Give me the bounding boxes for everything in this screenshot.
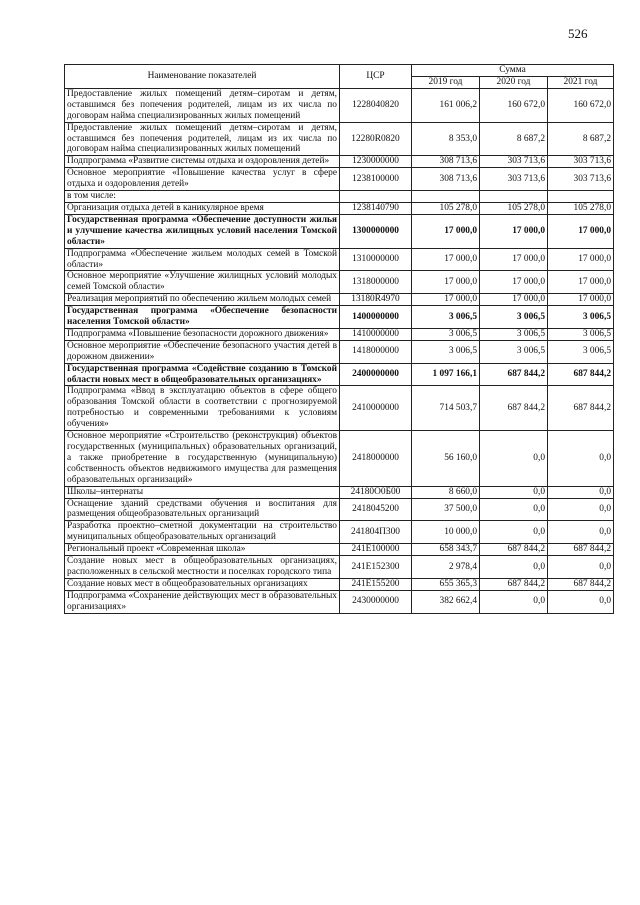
row-value-2021: 17 000,0 [548,271,614,294]
row-value-2019: 8 660,0 [412,486,480,498]
row-csr: 1410000000 [340,328,412,340]
budget-table [64,64,614,614]
row-value-2021 [548,191,614,203]
table-row [65,88,614,122]
row-value-2020: 17 000,0 [480,214,548,248]
row-value-2019: 1 097 166,1 [412,363,480,386]
row-value-2021: 105 278,0 [548,202,614,214]
row-value-2021: 0,0 [548,431,614,487]
header-sum: Сумма [412,65,614,77]
table-row [65,191,614,203]
row-value-2020: 687 844,2 [480,363,548,386]
row-csr: 2418000000 [340,431,412,487]
table-row [65,590,614,613]
row-name: Государственная программа «Обеспечение безопасности населения Томской области» [65,306,340,329]
table-row [65,521,614,544]
row-name: в том числе: [65,191,340,203]
row-name: Школы–интернаты [65,486,340,498]
row-value-2019: 17 000,0 [412,271,480,294]
row-csr: 1228040820 [340,88,412,122]
table-row [65,294,614,306]
row-value-2021: 303 713,6 [548,156,614,168]
row-value-2020: 17 000,0 [480,294,548,306]
row-value-2019: 2 978,4 [412,556,480,579]
row-value-2021: 3 006,5 [548,306,614,329]
row-value-2020: 3 006,5 [480,306,548,329]
row-value-2021: 17 000,0 [548,248,614,271]
row-value-2019: 3 006,5 [412,340,480,363]
row-name: Подпрограмма «Сохранение действующих мест в образовательных организациях» [65,590,340,613]
row-value-2020 [480,191,548,203]
row-name: Подпрограмма «Ввод в эксплуатацию объектов в сфере общего образования Томской области в соответствии с прогнозируемой потребностью и современными требованиями к условиям обучения» [65,386,340,431]
row-value-2020: 3 006,5 [480,328,548,340]
row-csr: 241E155200 [340,578,412,590]
table-row [65,386,614,431]
row-value-2019: 308 713,6 [412,156,480,168]
table-row [65,248,614,271]
row-value-2020: 687 844,2 [480,544,548,556]
row-value-2021: 8 687,2 [548,122,614,156]
row-name: Основное мероприятие «Строительство (реконструкция) объектов государственных (муниципальных) образовательных организаций, а также приобретение в государственную (муниципальную) собственность объектов недвижимого имущества для размещения образовательных организаций» [65,431,340,487]
table-row [65,578,614,590]
row-value-2021: 687 844,2 [548,578,614,590]
row-name: Организация отдыха детей в каникулярное время [65,202,340,214]
row-csr: 1230000000 [340,156,412,168]
row-value-2019: 3 006,5 [412,306,480,329]
row-value-2019: 17 000,0 [412,294,480,306]
row-name: Создание новых мест в общеобразовательных организациях, расположенных в сельской местности и поселках городского типа [65,556,340,579]
row-csr: 1238100000 [340,168,412,191]
row-value-2019: 714 503,7 [412,386,480,431]
row-name: Предоставление жилых помещений детям–сиротам и детям, оставшимся без попечения родителей, лицам из их числа по договорам найма специализированных жилых помещений [65,122,340,156]
row-value-2021: 303 713,6 [548,168,614,191]
table-row [65,122,614,156]
row-value-2020: 17 000,0 [480,248,548,271]
row-value-2021: 17 000,0 [548,214,614,248]
row-value-2019: 56 160,0 [412,431,480,487]
row-value-2020: 0,0 [480,431,548,487]
row-csr: 2418045200 [340,498,412,521]
table-row [65,168,614,191]
table-row [65,556,614,579]
table-row [65,486,614,498]
table-row [65,498,614,521]
row-csr: 241E100000 [340,544,412,556]
page-number: 526 [568,26,588,41]
row-value-2019: 382 662,4 [412,590,480,613]
header-year-2020: 2020 год [480,76,548,88]
row-value-2020: 303 713,6 [480,156,548,168]
row-value-2021: 3 006,5 [548,328,614,340]
row-value-2021: 0,0 [548,486,614,498]
row-value-2019: 8 353,0 [412,122,480,156]
row-csr: 1300000000 [340,214,412,248]
row-value-2020: 160 672,0 [480,88,548,122]
row-csr: 13180R4970 [340,294,412,306]
row-name: Основное мероприятие «Улучшение жилищных условий молодых семей Томской области» [65,271,340,294]
row-csr [340,191,412,203]
row-value-2020: 17 000,0 [480,271,548,294]
row-value-2021: 0,0 [548,556,614,579]
row-name: Региональный проект «Современная школа» [65,544,340,556]
row-value-2021: 0,0 [548,590,614,613]
row-name: Основное мероприятие «Повышение качества услуг в сфере отдыха и оздоровления детей» [65,168,340,191]
row-value-2020: 0,0 [480,498,548,521]
row-name: Подпрограмма «Повышение безопасности дорожного движения» [65,328,340,340]
table-row [65,340,614,363]
header-csr: ЦСР [340,65,412,89]
row-value-2020: 0,0 [480,590,548,613]
row-value-2021: 687 844,2 [548,363,614,386]
row-name: Реализация мероприятий по обеспечению жильем молодых семей [65,294,340,306]
row-value-2020: 687 844,2 [480,578,548,590]
row-csr: 2410000000 [340,386,412,431]
table-row [65,202,614,214]
table-row [65,306,614,329]
row-value-2020: 303 713,6 [480,168,548,191]
row-csr: 1418000000 [340,340,412,363]
row-value-2019: 658 343,7 [412,544,480,556]
row-value-2020: 105 278,0 [480,202,548,214]
row-value-2021: 3 006,5 [548,340,614,363]
table-row [65,431,614,487]
row-name: Основное мероприятие «Обеспечение безопасного участия детей в дорожном движении» [65,340,340,363]
row-csr: 1318000000 [340,271,412,294]
header-year-2021: 2021 год [548,76,614,88]
row-value-2019: 308 713,6 [412,168,480,191]
row-value-2021: 687 844,2 [548,386,614,431]
row-name: Государственная программа «Содействие созданию в Томской области новых мест в общеобразовательных организациях» [65,363,340,386]
row-value-2021: 0,0 [548,498,614,521]
row-value-2019 [412,191,480,203]
row-name: Создание новых мест в общеобразовательных организациях [65,578,340,590]
row-value-2020: 687 844,2 [480,386,548,431]
row-name: Разработка проектно–сметной документации на строительство муниципальных общеобразовательных организаций [65,521,340,544]
row-name: Государственная программа «Обеспечение доступности жилья и улучшение качества жилищных условий населения Томской области» [65,214,340,248]
row-csr: 241804П300 [340,521,412,544]
table-body [65,88,614,613]
table-row [65,271,614,294]
row-value-2020: 0,0 [480,556,548,579]
table-row [65,214,614,248]
row-value-2021: 160 672,0 [548,88,614,122]
header-year-2019: 2019 год [412,76,480,88]
table-row [65,363,614,386]
row-value-2020: 0,0 [480,521,548,544]
row-value-2021: 17 000,0 [548,294,614,306]
row-value-2020: 0,0 [480,486,548,498]
row-value-2019: 105 278,0 [412,202,480,214]
table-row [65,156,614,168]
row-name: Подпрограмма «Обеспечение жильем молодых семей в Томской области» [65,248,340,271]
header-name: Наименование показателей [65,65,340,89]
row-value-2021: 0,0 [548,521,614,544]
table-row [65,544,614,556]
row-csr: 2400000000 [340,363,412,386]
row-csr: 1238140790 [340,202,412,214]
row-value-2019: 37 500,0 [412,498,480,521]
row-value-2019: 655 365,3 [412,578,480,590]
row-value-2019: 17 000,0 [412,248,480,271]
row-value-2019: 161 006,2 [412,88,480,122]
table-header [65,65,614,89]
row-name: Предоставление жилых помещений детям–сиротам и детям, оставшимся без попечения родителей, лицам из их числа по договорам найма специализированных жилых помещений [65,88,340,122]
row-name: Оснащение зданий средствами обучения и воспитания для размещения общеобразовательных организаций [65,498,340,521]
table-row [65,328,614,340]
row-csr: 1400000000 [340,306,412,329]
row-value-2019: 10 000,0 [412,521,480,544]
row-csr: 2430000000 [340,590,412,613]
row-csr: 1310000000 [340,248,412,271]
row-name: Подпрограмма «Развитие системы отдыха и оздоровления детей» [65,156,340,168]
row-value-2019: 3 006,5 [412,328,480,340]
row-value-2019: 17 000,0 [412,214,480,248]
row-csr: 12280R0820 [340,122,412,156]
row-value-2020: 8 687,2 [480,122,548,156]
row-csr: 24180О0Б00 [340,486,412,498]
row-value-2021: 687 844,2 [548,544,614,556]
row-csr: 241E152300 [340,556,412,579]
row-value-2020: 3 006,5 [480,340,548,363]
